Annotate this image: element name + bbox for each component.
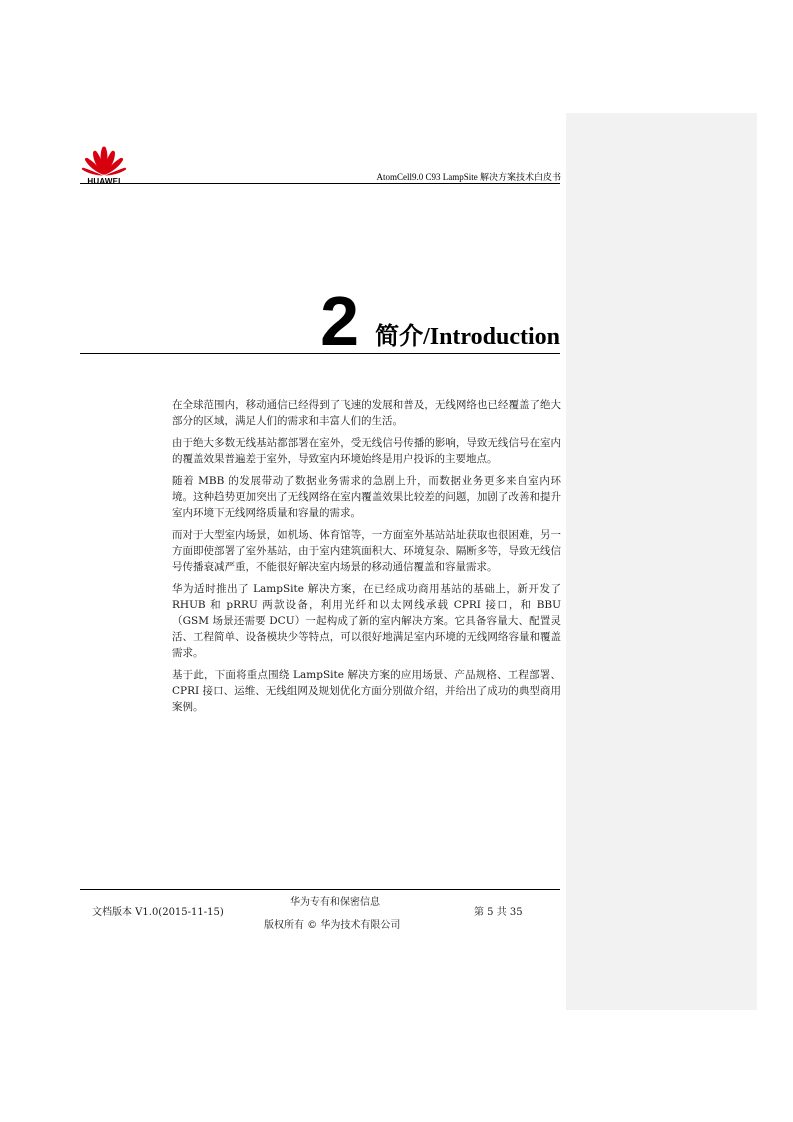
header-divider xyxy=(80,183,560,184)
comment-pane xyxy=(566,113,757,1010)
chapter-divider xyxy=(80,353,560,354)
huawei-logo xyxy=(80,145,128,187)
paragraph: 在全球范围内，移动通信已经得到了飞速的发展和普及，无线网络也已经覆盖了绝大部分的区域，满足人们的需求和丰富人们的生活。 xyxy=(172,399,561,427)
chapter-title: 简介/Introduction xyxy=(375,324,560,350)
footer-version: 文档版本 V1.0(2015-11-15) xyxy=(92,907,224,918)
paragraph: 而对于大型室内场景，如机场、体育馆等，一方面室外基站站址获取也很困难，另一方面即使部署了室外基站，由于室内建筑面积大、环境复杂、隔断多等，导致无线信号传播衰减严重，不能很好解决室内场景的移动通信覆盖和容量需求。 xyxy=(172,529,561,573)
footer-copyright: 版权所有 © 华为技术有限公司 xyxy=(264,920,401,931)
huawei-petals-icon xyxy=(80,145,128,177)
paragraph: 基于此，下面将重点围绕 LampSite 解决方案的应用场景、产品规格、工程部署、CPRI 接口、运维、无线组网及规划优化方面分别做介绍，并给出了成功的典型商用案例。 xyxy=(172,669,561,713)
header-doc-title: AtomCell9.0 C93 LampSite 解决方案技术白皮书 xyxy=(376,172,561,182)
chapter-number: 2 xyxy=(320,282,360,360)
paragraph: 由于绝大多数无线基站都部署在室外，受无线信号传播的影响，导致无线信号在室内的覆盖效果普遍差于室外，导致室内环境始终是用户投诉的主要地点。 xyxy=(172,437,561,465)
footer-page-number: 第 5 共 35 xyxy=(474,907,523,918)
paragraph: 随着 MBB 的发展带动了数据业务需求的急剧上升，而数据业务更多来自室内环境。这种趋势更加突出了无线网络在室内覆盖效果比较差的问题，加剧了改善和提升室内环境下无线网络质量和容量的需求。 xyxy=(172,475,561,519)
logo-text: HUAWEI xyxy=(87,177,121,186)
body-text xyxy=(172,397,561,721)
footer-confidential: 华为专有和保密信息 xyxy=(290,897,380,908)
paragraph: 华为适时推出了 LampSite 解决方案，在已经成功商用基站的基础上，新开发了 RHUB 和 pRRU 两款设备，利用光纤和以太网线承载 CPRI 接口，和 BBU（GSM 场景还需要 DCU）一起构成了新的室内解决方案。它具备容量大、配置灵活、工程简单、设备模块少等特点，可以很好地满足室内环境的无线网络容量和覆盖需求。 xyxy=(172,583,561,659)
chapter-heading xyxy=(320,282,560,360)
footer-divider xyxy=(80,889,560,890)
